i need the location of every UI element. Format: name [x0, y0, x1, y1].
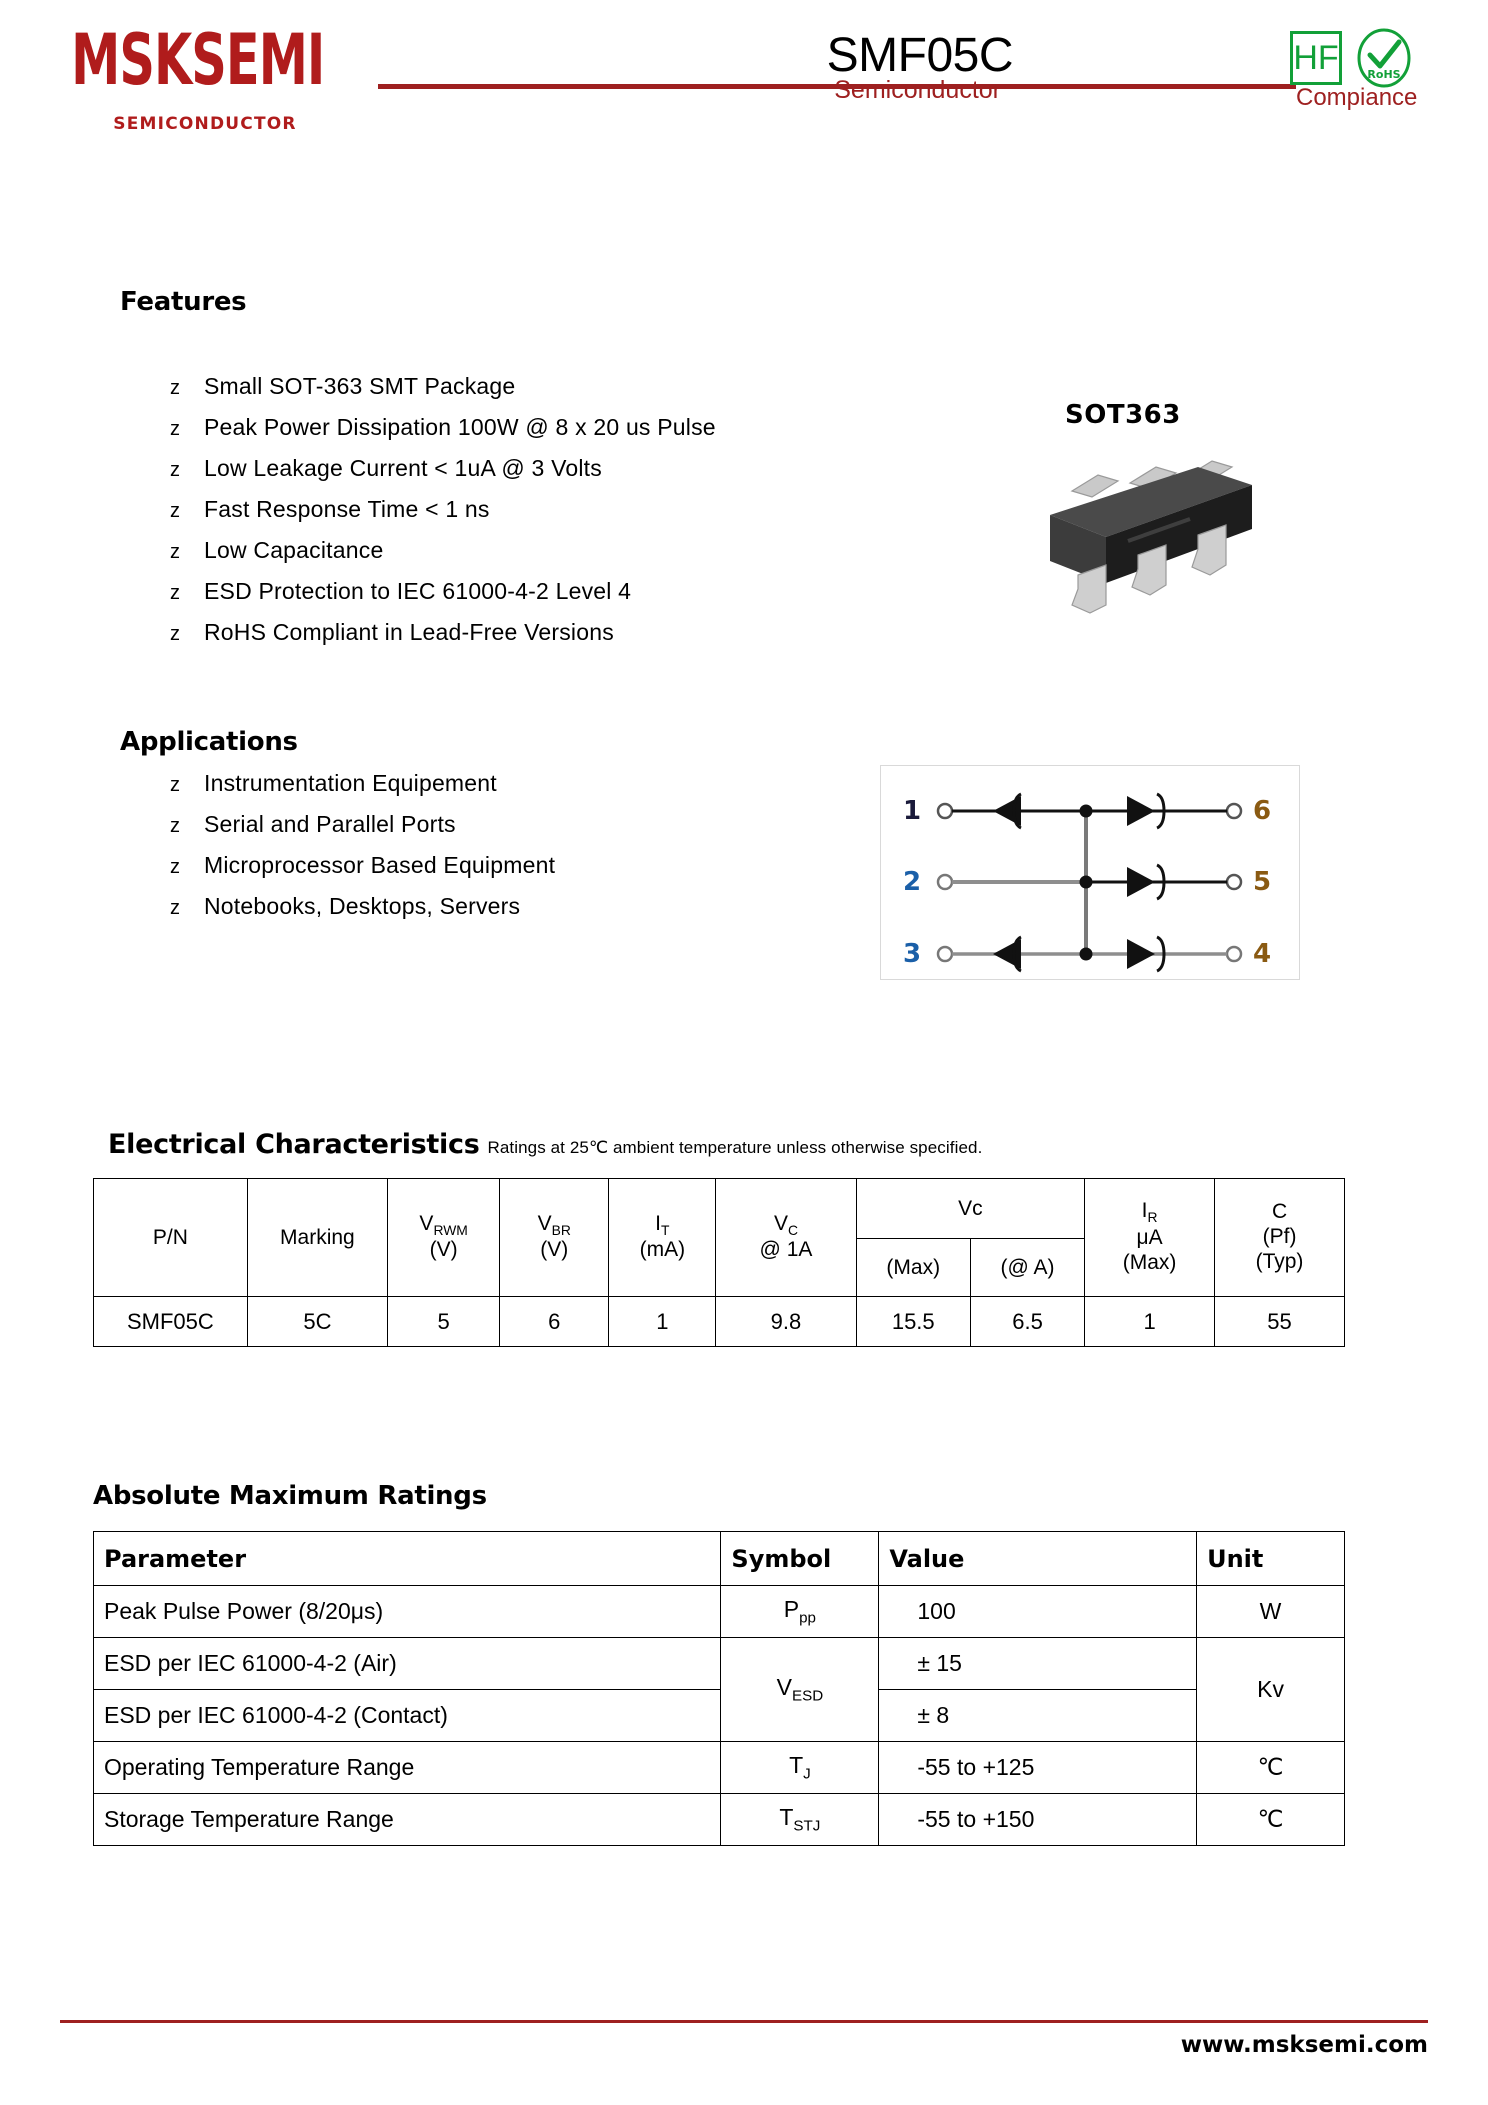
applications-list	[170, 764, 555, 928]
symbol-unit: (Pf)	[1262, 1225, 1297, 1249]
symbol-main: I	[655, 1211, 662, 1235]
table-row	[94, 1742, 1345, 1794]
symbol-unit: (mA)	[639, 1238, 686, 1262]
absolute-maximum-ratings-heading: Absolute Maximum Ratings	[93, 1481, 487, 1511]
cell-c: 55	[1215, 1297, 1345, 1347]
bullet-glyph-icon: z	[170, 774, 181, 796]
application-text: Instrumentation Equipement	[204, 770, 497, 796]
feature-text: RoHS Compliant in Lead-Free Versions	[204, 619, 614, 645]
list-item	[170, 846, 555, 887]
cell-parameter: Peak Pulse Power (8/20μs)	[94, 1586, 721, 1638]
semiconductor-label: Semiconductor	[834, 76, 1001, 104]
symbol-main: C	[1271, 1200, 1288, 1224]
bullet-glyph-icon: z	[170, 500, 181, 522]
bullet-glyph-icon: z	[170, 856, 181, 878]
svg-text:RoHS: RoHS	[1367, 68, 1401, 81]
cell-vbr: 6	[500, 1297, 609, 1347]
col-header-vc-max: (Max)	[856, 1239, 970, 1297]
cell-marking: 5C	[247, 1297, 387, 1347]
svg-text:2: 2	[903, 867, 922, 897]
table-header-row	[94, 1532, 1345, 1586]
cell-ir: 1	[1085, 1297, 1215, 1347]
cell-value: 100	[879, 1586, 1197, 1638]
internal-schematic-diagram	[880, 765, 1300, 980]
col-header-vrwm	[388, 1179, 500, 1297]
svg-text:6: 6	[1253, 796, 1272, 826]
list-item	[170, 764, 555, 805]
svg-text:4: 4	[1253, 939, 1272, 969]
bullet-glyph-icon: z	[170, 459, 181, 481]
table-header-row	[94, 1179, 1345, 1239]
cell-unit: W	[1197, 1586, 1345, 1638]
bullet-glyph-icon: z	[170, 377, 181, 399]
feature-text: Fast Response Time < 1 ns	[204, 496, 490, 522]
cell-unit: ℃	[1197, 1794, 1345, 1846]
diode-array-schematic-icon	[881, 766, 1299, 979]
table-row	[94, 1297, 1345, 1347]
page-title: SMF05C	[826, 29, 1013, 82]
symbol-sub: pp	[799, 1609, 816, 1627]
cell-vc-at-a: 6.5	[970, 1297, 1084, 1347]
symbol-main: V	[419, 1211, 434, 1235]
symbol-sub: R	[1147, 1209, 1158, 1226]
col-header-vbr	[500, 1179, 609, 1297]
symbol-condition: (Max)	[1122, 1250, 1177, 1274]
col-header-c	[1215, 1179, 1345, 1297]
list-item	[170, 531, 716, 572]
feature-text: Peak Power Dissipation 100W @ 8 x 20 us Pulse	[204, 414, 716, 440]
list-item	[170, 367, 716, 408]
bullet-glyph-icon: z	[170, 815, 181, 837]
col-header-it	[609, 1179, 716, 1297]
list-item	[170, 805, 555, 846]
symbol-main: V	[537, 1211, 552, 1235]
col-header-vc-1a	[716, 1179, 856, 1297]
halogen-free-badge: HF	[1290, 31, 1342, 85]
table-row	[94, 1794, 1345, 1846]
symbol-unit: @ 1A	[759, 1238, 813, 1262]
symbol-unit: (V)	[540, 1238, 569, 1262]
symbol-sub: RWM	[433, 1222, 468, 1239]
cell-symbol	[721, 1638, 879, 1742]
features-list	[170, 367, 716, 654]
list-item	[170, 887, 555, 928]
electrical-characteristics-subtitle: Ratings at 25℃ ambient temperature unless otherwise specified.	[487, 1138, 983, 1157]
cell-vrwm: 5	[388, 1297, 500, 1347]
cell-value: ± 8	[879, 1690, 1197, 1742]
cell-unit: Kv	[1197, 1638, 1345, 1742]
col-header-unit: Unit	[1197, 1532, 1345, 1586]
logo-tagline: SEMICONDUCTOR	[113, 114, 297, 134]
feature-text: Small SOT-363 SMT Package	[204, 373, 516, 399]
col-header-parameter: Parameter	[94, 1532, 721, 1586]
cell-parameter: Operating Temperature Range	[94, 1742, 721, 1794]
cell-unit: ℃	[1197, 1742, 1345, 1794]
svg-text:5: 5	[1253, 867, 1272, 897]
symbol-sub: BR	[551, 1222, 571, 1239]
table-row	[94, 1690, 1345, 1742]
cell-symbol	[721, 1586, 879, 1638]
package-drawing-icon	[1020, 455, 1270, 665]
bullet-glyph-icon: z	[170, 541, 181, 563]
cell-pn: SMF05C	[94, 1297, 248, 1347]
package-type-label: SOT363	[1065, 400, 1181, 430]
cell-vc-max: 15.5	[856, 1297, 970, 1347]
col-header-pn: P/N	[94, 1179, 248, 1297]
rohs-badge	[1356, 28, 1412, 88]
cell-symbol	[721, 1794, 879, 1846]
rohs-check-icon	[1356, 28, 1412, 88]
table-row	[94, 1586, 1345, 1638]
cell-parameter: Storage Temperature Range	[94, 1794, 721, 1846]
symbol-main: V	[773, 1211, 788, 1235]
symbol-unit: (V)	[429, 1238, 458, 1262]
application-text: Serial and Parallel Ports	[204, 811, 456, 837]
logo-wordmark: MSKSEMI	[71, 20, 325, 102]
compliance-label: Compiance	[1296, 84, 1418, 111]
features-heading: Features	[120, 287, 247, 317]
page-header	[0, 0, 1488, 150]
footer-divider-rule	[60, 2020, 1428, 2023]
cell-value: -55 to +150	[879, 1794, 1197, 1846]
symbol-main: V	[776, 1674, 792, 1701]
feature-text: Low Leakage Current < 1uA @ 3 Volts	[204, 455, 602, 481]
symbol-sub: C	[787, 1222, 798, 1239]
symbol-sub: J	[803, 1765, 811, 1783]
cell-vc-1a: 9.8	[716, 1297, 856, 1347]
cell-value: ± 15	[879, 1638, 1197, 1690]
applications-heading: Applications	[120, 727, 298, 757]
company-logo	[60, 20, 350, 134]
list-item	[170, 449, 716, 490]
feature-text: ESD Protection to IEC 61000-4-2 Level 4	[204, 578, 632, 604]
svg-text:1: 1	[903, 796, 922, 826]
cell-value: -55 to +125	[879, 1742, 1197, 1794]
electrical-characteristics-heading	[108, 1129, 982, 1160]
cell-it: 1	[609, 1297, 716, 1347]
list-item	[170, 490, 716, 531]
list-item	[170, 408, 716, 449]
electrical-characteristics-title: Electrical Characteristics	[108, 1129, 480, 1160]
col-header-value: Value	[879, 1532, 1197, 1586]
cell-symbol	[721, 1742, 879, 1794]
symbol-sub: STJ	[793, 1817, 821, 1835]
application-text: Microprocessor Based Equipment	[204, 852, 556, 878]
symbol-main: P	[783, 1596, 800, 1623]
col-header-ir	[1085, 1179, 1215, 1297]
cell-parameter: ESD per IEC 61000-4-2 (Contact)	[94, 1690, 721, 1742]
symbol-sub: ESD	[791, 1687, 824, 1705]
absolute-maximum-ratings-table	[93, 1531, 1345, 1846]
cell-parameter: ESD per IEC 61000-4-2 (Air)	[94, 1638, 721, 1690]
symbol-unit: μA	[1136, 1226, 1163, 1249]
symbol-condition: (Typ)	[1255, 1249, 1304, 1273]
symbol-sub: T	[661, 1222, 670, 1239]
table-row	[94, 1638, 1345, 1690]
col-header-marking: Marking	[247, 1179, 387, 1297]
application-text: Notebooks, Desktops, Servers	[204, 893, 521, 919]
sot363-package-image	[1020, 455, 1270, 665]
symbol-main: T	[789, 1752, 804, 1779]
bullet-glyph-icon: z	[170, 582, 181, 604]
symbol-main: T	[779, 1804, 794, 1831]
footer-website-url[interactable]: www.msksemi.com	[1180, 2032, 1428, 2058]
symbol-main: I	[1141, 1199, 1148, 1223]
svg-text:3: 3	[903, 939, 922, 969]
bullet-glyph-icon: z	[170, 623, 181, 645]
bullet-glyph-icon: z	[170, 897, 181, 919]
bullet-glyph-icon: z	[170, 418, 181, 440]
col-header-vc-group: Vc	[856, 1179, 1085, 1239]
col-header-vc-at-a: (@ A)	[970, 1239, 1084, 1297]
feature-text: Low Capacitance	[204, 537, 384, 563]
col-header-symbol: Symbol	[721, 1532, 879, 1586]
electrical-characteristics-table	[93, 1178, 1345, 1347]
list-item	[170, 572, 716, 613]
list-item	[170, 613, 716, 654]
